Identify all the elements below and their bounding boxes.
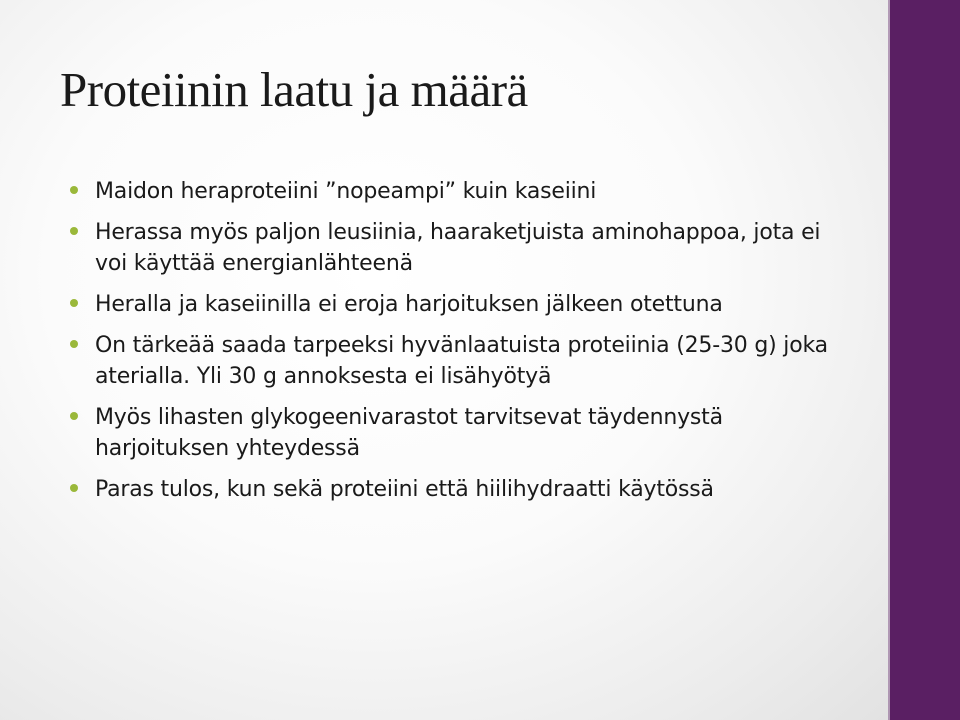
slide-title: Proteiinin laatu ja määrä bbox=[60, 62, 528, 117]
bullet-text: Myös lihasten glykogeenivarastot tarvitsevat täydennystä harjoituksen yhteydessä bbox=[95, 405, 723, 461]
bullet-dot-icon bbox=[70, 299, 78, 307]
bullet-dot-icon bbox=[70, 227, 78, 235]
bullet-item bbox=[95, 176, 855, 207]
bullet-text: Heralla ja kaseiinilla ei eroja harjoituksen jälkeen otettuna bbox=[95, 292, 723, 317]
bullet-text: Paras tulos, kun sekä proteiini että hiilihydraatti käytössä bbox=[95, 477, 714, 502]
bullet-dot-icon bbox=[70, 186, 78, 194]
bullet-text: Herassa myös paljon leusiinia, haaraketjuista aminohappoa, jota ei voi käyttää energianlähteenä bbox=[95, 220, 821, 276]
bullet-item bbox=[95, 217, 855, 279]
bullet-text: Maidon heraproteiini ”nopeampi” kuin kaseiini bbox=[95, 179, 597, 204]
bullet-list bbox=[95, 176, 855, 515]
bullet-item bbox=[95, 474, 855, 505]
accent-side-bar bbox=[890, 0, 960, 720]
bullet-dot-icon bbox=[70, 412, 78, 420]
bullet-text: On tärkeää saada tarpeeksi hyvänlaatuista proteiinia (25-30 g) joka aterialla. Yli 30 g annoksesta ei lisähyötyä bbox=[95, 333, 828, 389]
bullet-item bbox=[95, 289, 855, 320]
bullet-dot-icon bbox=[70, 340, 78, 348]
bullet-item bbox=[95, 330, 855, 392]
bullet-item bbox=[95, 402, 855, 464]
bullet-dot-icon bbox=[70, 484, 78, 492]
